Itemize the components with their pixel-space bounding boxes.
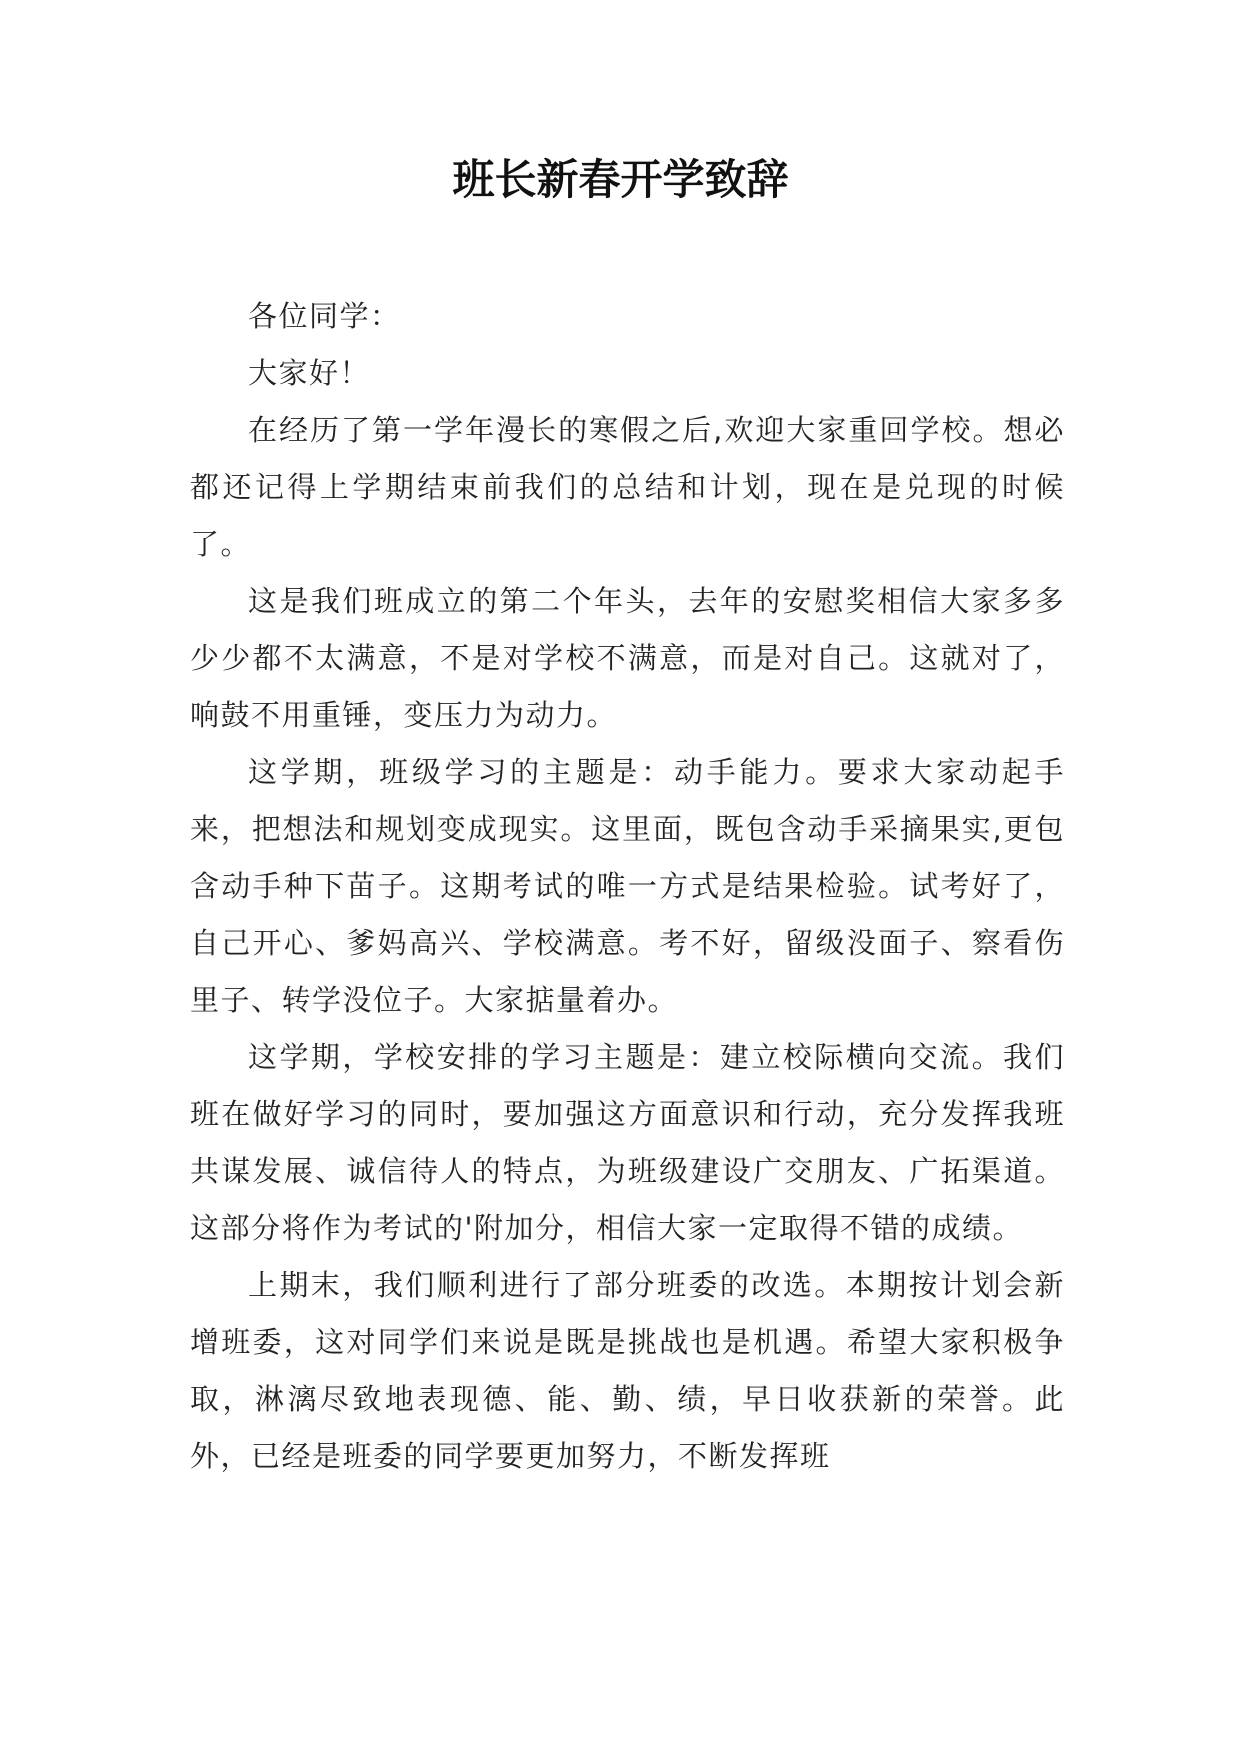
paragraph-welcome: 在经历了第一学年漫长的寒假之后,欢迎大家重回学校。想必都还记得上学期结束前我们的总结和计划，现在是兑现的时候了。 [190, 413, 1065, 561]
paragraph-class-theme: 这学期，班级学习的主题是：动手能力。要求大家动起手来，把想法和规划变成现实。这里面，既包含动手采摘果实,更包含动手种下苗子。这期考试的唯一方式是结果检验。试考好了，自己开心、爹妈高兴、学校满意。考不好，留级没面子、察看伤里子、转学没位子。大家掂量着办。 [190, 755, 1065, 1017]
paragraph-committee: 上期末，我们顺利进行了部分班委的改选。本期按计划会新增班委，这对同学们来说是既是挑战也是机遇。希望大家积极争取，淋漓尽致地表现德、能、勤、绩，早日收获新的荣誉。此外，已经是班委的同学要更加努力，不断发挥班 [190, 1268, 1065, 1473]
salutation: 各位同学： [248, 299, 401, 333]
document-body [190, 288, 1065, 1485]
paragraph-school-theme: 这学期，学校安排的学习主题是：建立校际横向交流。我们班在做好学习的同时，要加强这方面意识和行动，充分发挥我班共谋发展、诚信待人的特点，为班级建设广交朋友、广拓渠道。这部分将作为考试的'附加分，相信大家一定取得不错的成绩。 [190, 1040, 1065, 1245]
paragraph-second-year: 这是我们班成立的第二个年头，去年的安慰奖相信大家多多少少都不太满意，不是对学校不满意，而是对自己。这就对了，响鼓不用重锤，变压力为动力。 [190, 584, 1065, 732]
document-title: 班长新春开学致辞 [452, 155, 789, 204]
greeting: 大家好！ [248, 356, 371, 390]
